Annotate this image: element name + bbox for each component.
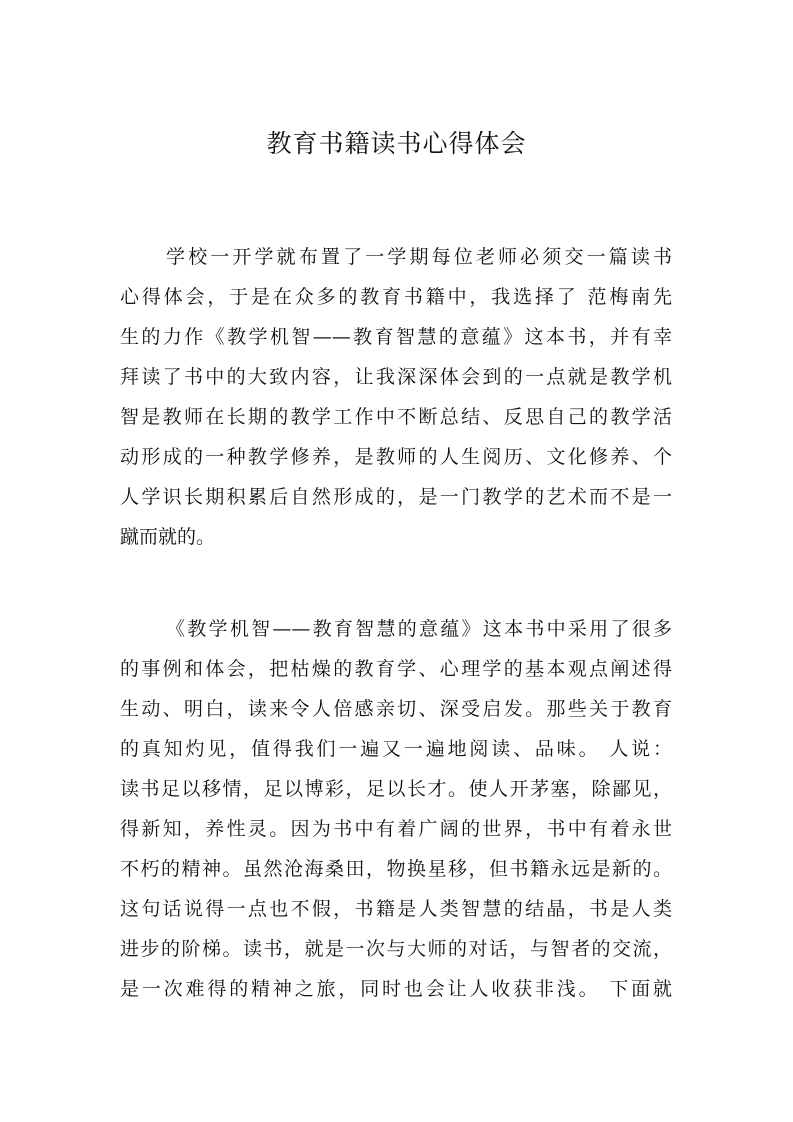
- paragraph-line: 生动、明白，读来令人倍感亲切、深受启发。那些关于教育: [120, 698, 672, 720]
- paragraph-line: 这句话说得一点也不假，书籍是人类智慧的结晶，书是人类: [120, 898, 672, 920]
- document-title: 教育书籍读书心得体会: [266, 129, 527, 158]
- paragraph-line: 生的力作《教学机智——教育智慧的意蕴》这本书，并有幸: [120, 326, 672, 348]
- paragraph-line: 读书足以移情，足以博彩，足以长才。使人开茅塞，除鄙见，: [120, 778, 672, 800]
- paragraph-line: 进步的阶梯。读书，就是一次与大师的对话，与智者的交流，: [120, 938, 672, 960]
- paragraph-line: 得新知，养性灵。因为书中有着广阔的世界，书中有着永世: [120, 818, 672, 840]
- paragraph-line: 动形成的一种教学修养，是教师的人生阅历、文化修养、个: [120, 446, 672, 468]
- paragraph-line: 心得体会，于是在众多的教育书籍中，我选择了 范梅南先: [120, 286, 672, 308]
- paragraph-line: 的事例和体会，把枯燥的教育学、心理学的基本观点阐述得: [120, 658, 672, 680]
- paragraph-line: 学校一开学就布置了一学期每位老师必须交一篇读书: [166, 246, 672, 268]
- paragraph-line: 不朽的精神。虽然沧海桑田，物换星移，但书籍永远是新的。: [120, 858, 672, 880]
- paragraph-line: 智是教师在长期的教学工作中不断总结、反思自己的教学活: [120, 406, 672, 428]
- paragraph-line: 是一次难得的精神之旅，同时也会让人收获非浅。 下面就: [120, 978, 672, 1000]
- paragraph-line: 的真知灼见，值得我们一遍又一遍地阅读、品味。 人说：: [120, 738, 672, 760]
- paragraph-line: 人学识长期积累后自然形成的，是一门教学的艺术而不是一: [120, 486, 672, 508]
- paragraph-line: 《教学机智——教育智慧的意蕴》这本书中采用了很多: [166, 618, 672, 640]
- paragraph-line: 拜读了书中的大致内容，让我深深体会到的一点就是教学机: [120, 366, 672, 388]
- paragraph-line: 蹴而就的。: [120, 526, 216, 548]
